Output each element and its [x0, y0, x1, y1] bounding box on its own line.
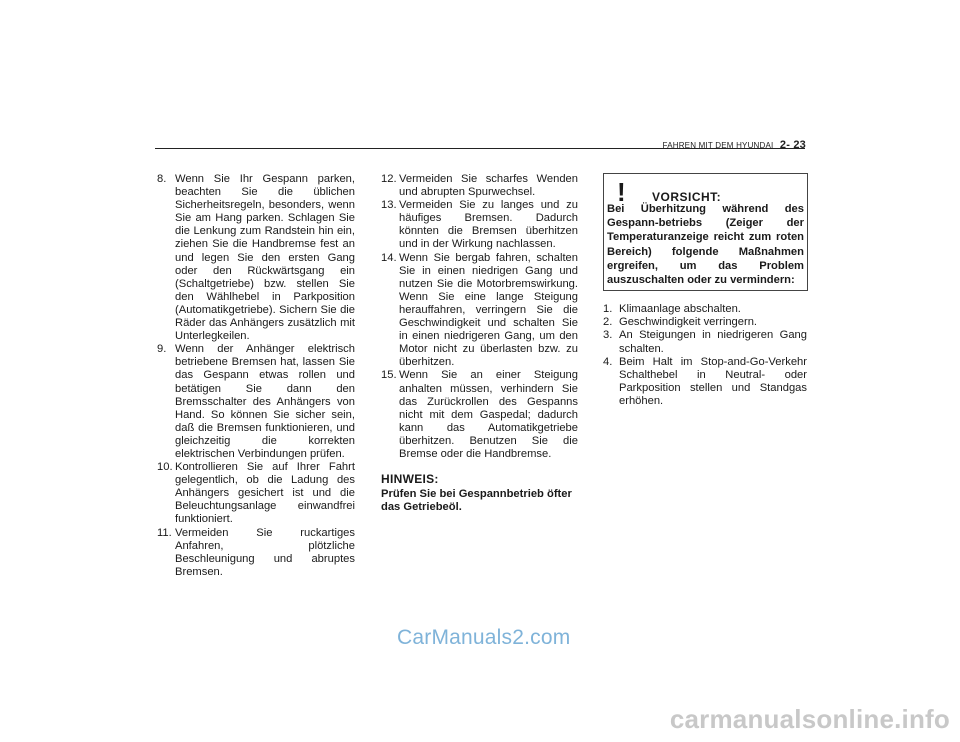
watermark-link[interactable]: CarManuals2.com	[397, 626, 571, 649]
item-text: Wenn Sie Ihr Gespann parken, beachten Sie die üblichen Sicherheitsregeln, besonders, wenn Sie am Hang parken. Schlagen Sie die Lenkung zum Randstein hin ein, ziehen Sie die Handbremse fest an und legen Sie den ersten Gang oder den Rückwärtsgang ein (Schaltgetriebe) bzw. stellen Sie den Wählhebel in Parkposition (Automatikgetriebe). Sichern Sie die Räder das Anhängers zusätzlich mit Unterlegkeilen.	[175, 173, 355, 343]
list-item	[381, 252, 578, 370]
item-number: 9.	[157, 343, 167, 356]
step-text: Beim Halt im Stop-and-Go-Verkehr Schalthebel in Neutral- oder Parkposition stellen und Standgas erhöhen.	[619, 355, 807, 407]
item-number: 12.	[381, 173, 397, 185]
page-header	[663, 139, 806, 151]
list-item	[381, 199, 578, 251]
list-item	[603, 329, 807, 355]
item-number: 14.	[381, 251, 397, 264]
note-heading: HINWEIS:	[381, 472, 439, 487]
list-item	[157, 173, 355, 343]
item-number: 13.	[381, 199, 397, 212]
caution-title: VORSICHT:	[652, 190, 722, 204]
step-number: 3.	[603, 329, 613, 342]
caution-header	[607, 176, 804, 207]
step-number: 1.	[603, 303, 613, 316]
column-2	[381, 173, 578, 514]
item-text: Vermeiden Sie ruckartiges Anfahren, plötzliche Beschleunigung und abruptes Bremsen.	[175, 526, 355, 578]
list-item	[157, 527, 355, 579]
item-text: Kontrollieren Sie auf Ihrer Fahrt gelegentlich, ob die Ladung des Anhängers gesichert ist und die Beleuchtungsanlage einwandfrei funktioniert.	[175, 461, 355, 526]
footer-watermark: carmanualsonline.info	[669, 704, 950, 734]
column-3	[603, 173, 807, 408]
item-text: Vermeiden Sie scharfes Wenden und abrupten Spurwechsel.	[399, 173, 578, 199]
list-item	[603, 316, 807, 329]
step-text: An Steigungen in niedrigeren Gang schalten.	[619, 329, 807, 355]
page-number: 2- 23	[779, 139, 806, 151]
item-text: Wenn der Anhänger elektrisch betriebene Bremsen hat, lassen Sie das Gespann etwas rollen und betätigen Sie dann den Bremsschalter des Anhängers von Hand. So können Sie sicher sein, daß die Bremsen funktionieren, und gleichzeitig die korrekten elektrischen Verbindungen prüfen.	[175, 343, 355, 460]
caution-box	[603, 173, 808, 291]
list-item	[381, 173, 578, 199]
list-item	[603, 303, 807, 316]
step-text: Geschwindigkeit verringern.	[619, 316, 758, 329]
step-number: 2.	[603, 316, 613, 329]
note-text: Prüfen Sie bei Gespannbetrieb öfter das Getriebeöl.	[381, 488, 572, 514]
list-item	[603, 356, 807, 408]
list-item	[157, 461, 355, 526]
item-number: 10.	[157, 461, 173, 474]
step-text: Klimaanlage abschalten.	[619, 303, 741, 316]
section-title: FAHREN MIT DEM HYUNDAI	[662, 141, 774, 150]
caution-text: Bei Überhitzung während des Gespann-betriebs (Zeiger der Temperaturanzeige reicht zum roten Bereich) folgende Maßnahmen ergreifen, um das Problem auszuschalten oder zu vermindern:	[607, 203, 804, 287]
column-1	[157, 173, 355, 579]
item-number: 8.	[157, 173, 167, 185]
item-text: Wenn Sie bergab fahren, schalten Sie in einen niedrigen Gang und nutzen Sie die Motorbremswirkung. Wenn Sie eine lange Steigung herauffahren, verringern Sie die Geschwindigkeit und schalten Sie in einen niedrigeren Gang, um den Motor nicht zu überlasten bzw. zu überhitzen.	[399, 251, 578, 369]
item-number: 15.	[381, 369, 397, 382]
item-text: Vermeiden Sie zu langes und zu häufiges Bremsen. Dadurch könnten die Bremsen überhitzen und in der Wirkung nachlassen.	[399, 199, 578, 251]
item-number: 11.	[157, 526, 172, 539]
item-text: Wenn Sie an einer Steigung anhalten müssen, verhindern Sie das Zurückrollen des Gespanns nicht mit dem Gaspedal; dadurch kann das Automatikgetriebe überhitzen. Benutzen Sie die Bremse oder die Handbremse.	[399, 369, 578, 460]
warning-exclamation-icon: !	[617, 177, 626, 207]
list-item	[157, 343, 355, 461]
step-number: 4.	[603, 355, 613, 368]
list-item	[381, 369, 578, 461]
